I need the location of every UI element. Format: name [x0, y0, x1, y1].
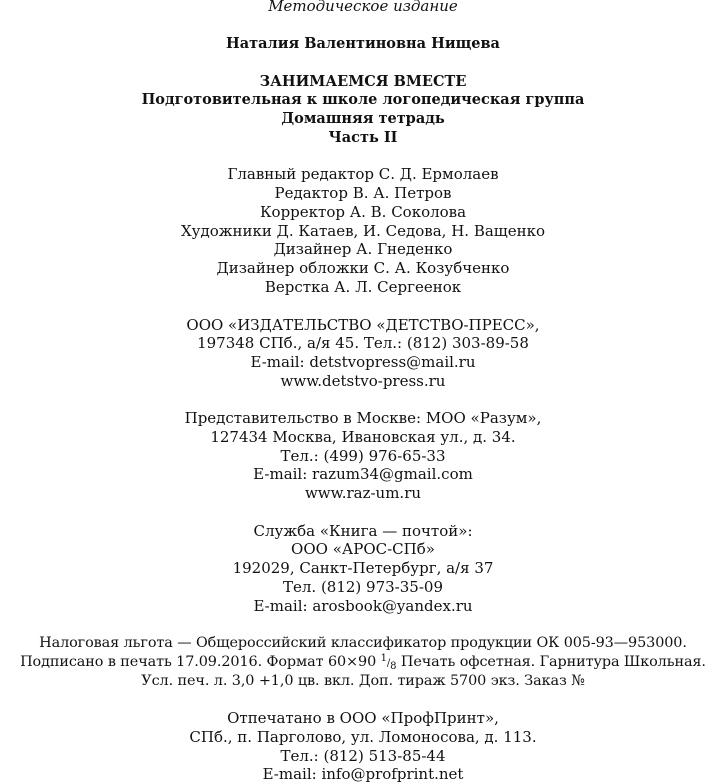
- moscow-office-phone: Тел.: (499) 976-65-33: [280, 447, 446, 465]
- book-title: ЗАНИМАЕМСЯ ВМЕСТЕ: [259, 73, 467, 90]
- publisher-email: E-mail: detstvopress@mail.ru: [250, 353, 476, 371]
- credit-chief-editor: Главный редактор С. Д. Ермолаев: [227, 165, 499, 183]
- author-name: Наталия Валентиновна Нищева: [226, 35, 500, 52]
- credit-proofreader: Корректор А. В. Соколова: [259, 203, 467, 221]
- mail-service-address: 192029, Санкт-Петербург, а/я 37: [232, 559, 494, 577]
- mail-service-company: ООО «АРОС-СПб»: [291, 540, 435, 558]
- credit-artists: Художники Д. Катаев, И. Седова, Н. Ващенко: [180, 222, 546, 240]
- moscow-office-email: E-mail: razum34@gmail.com: [253, 465, 473, 483]
- credit-editor: Редактор В. А. Петров: [274, 184, 452, 202]
- book-type: Домашняя тетрадь: [281, 110, 445, 127]
- mail-service-title: Служба «Книга — почтой»:: [253, 522, 473, 540]
- credit-layout: Верстка А. Л. Сергеенок: [264, 278, 462, 296]
- mail-service-email: E-mail: arosbook@yandex.ru: [253, 597, 473, 615]
- moscow-office-address: 127434 Москва, Ивановская ул., д. 34.: [210, 428, 516, 446]
- printer-name: Отпечатано в ООО «ПрофПринт»,: [227, 709, 499, 727]
- printer-phone: Тел.: (812) 513-85-44: [280, 747, 446, 765]
- format-fraction: 1/8: [380, 653, 397, 672]
- publisher-address: 197348 СПб., а/я 45. Тел.: (812) 303-89-58: [197, 334, 529, 352]
- moscow-office-website: www.raz-um.ru: [304, 484, 422, 502]
- signed-prefix: Подписано в печать 17.09.2016. Формат 60×90: [20, 654, 377, 670]
- publisher-name: ООО «ИЗДАТЕЛЬСТВО «ДЕТСТВО-ПРЕСС»,: [186, 316, 540, 334]
- format-denominator: 8: [390, 661, 397, 672]
- book-subtitle: Подготовительная к школе логопедическая группа: [141, 91, 585, 108]
- format-numerator: 1: [380, 653, 387, 664]
- book-part: Часть II: [328, 129, 398, 146]
- signed-suffix: Печать офсетная. Гарнитура Школьная.: [400, 654, 706, 670]
- print-sheets: Усл. печ. л. 3,0 +1,0 цв. вкл. Доп. тираж 5700 экз. Заказ №: [141, 673, 585, 689]
- credit-cover-designer: Дизайнер обложки С. А. Козубченко: [216, 259, 510, 277]
- series-label: Методическое издание: [268, 0, 458, 15]
- credit-designer: Дизайнер А. Гнеденко: [273, 240, 453, 258]
- signed-for-print: [0, 653, 726, 673]
- printer-address: СПб., п. Парголово, ул. Ломоносова, д. 113.: [189, 728, 537, 746]
- moscow-office-name: Представительство в Москве: МОО «Разум»,: [184, 409, 542, 427]
- tax-note: Налоговая льгота — Общероссийский классификатор продукции ОК 005-93—953000.: [39, 635, 687, 651]
- printer-email: E-mail: info@profprint.net: [262, 765, 464, 783]
- mail-service-phone: Тел. (812) 973-35-09: [283, 578, 443, 596]
- publisher-website: www.detstvo-press.ru: [280, 372, 446, 390]
